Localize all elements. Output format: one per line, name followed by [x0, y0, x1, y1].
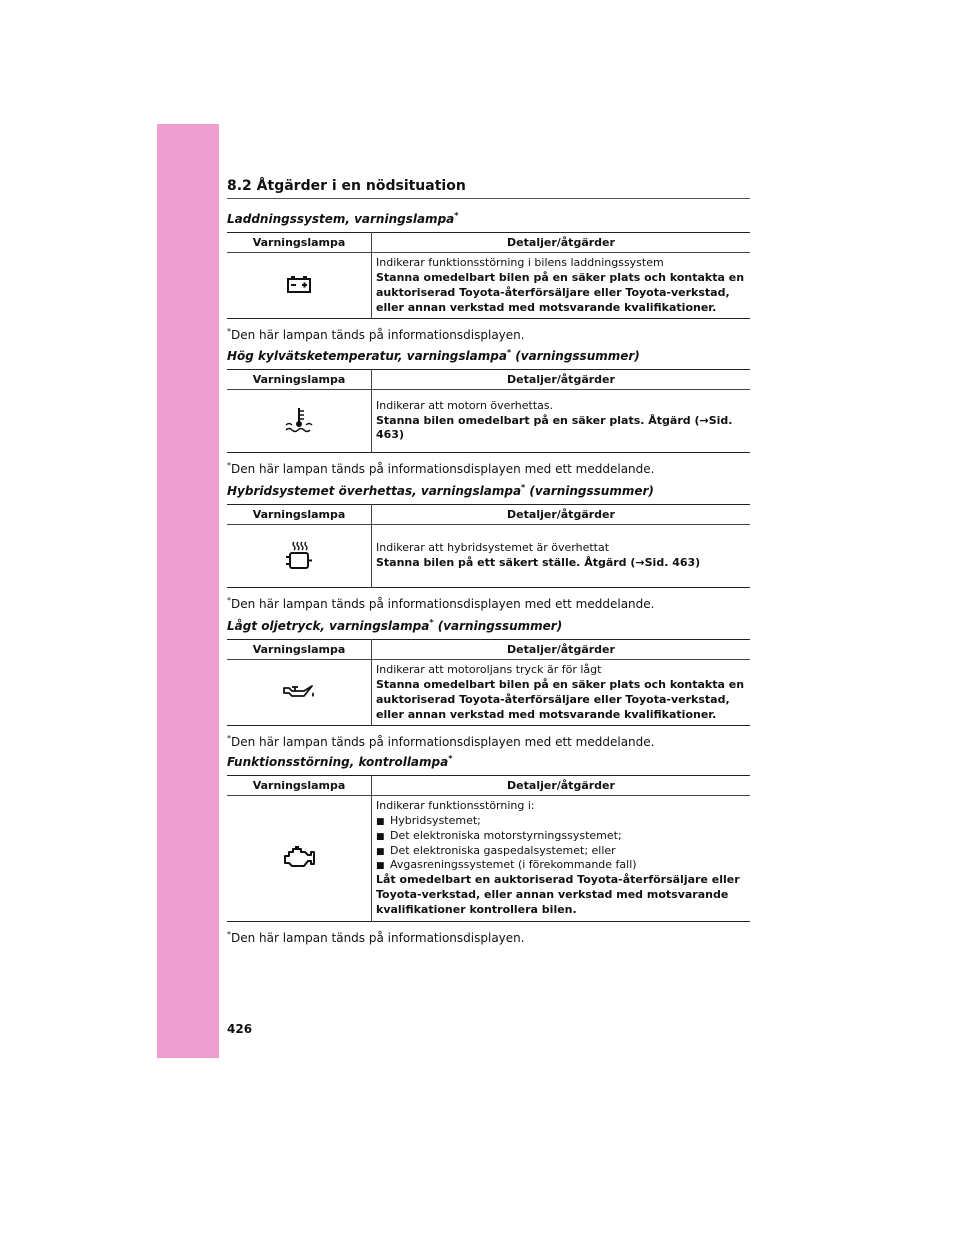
header-warning-lamp: Varningslampa — [227, 370, 372, 390]
warning-table — [227, 639, 750, 726]
header-warning-lamp: Varningslampa — [227, 640, 372, 660]
details-cell — [372, 796, 751, 922]
oil-pressure-icon — [282, 682, 316, 700]
icon-cell — [227, 796, 372, 922]
details-cell — [372, 253, 751, 319]
header-details: Detaljer/åtgärder — [372, 233, 751, 253]
footnote: *Den här lampan tänds på informationsdisplayen med ett meddelande. — [227, 596, 655, 611]
block-title: Laddningssystem, varningslampa* — [227, 211, 459, 226]
details-cell — [372, 525, 751, 588]
detail-line: Indikerar att motoroljans tryck är för lågt — [376, 663, 602, 676]
warning-table — [227, 775, 750, 922]
warning-block-oil-pressure — [227, 618, 750, 749]
bullet-item: ■ Det elektroniska gaspedalsystemet; eller — [376, 844, 746, 859]
icon-cell — [227, 390, 372, 453]
details-cell — [372, 660, 751, 726]
footnote: *Den här lampan tänds på informationsdisplayen med ett meddelande. — [227, 461, 655, 476]
detail-action: Stanna omedelbart bilen på en säker plats och kontakta en auktoriserad Toyota-återförsäljare eller Toyota-verkstad, eller annan verkstad med motsvarande kvalifikationer. — [376, 677, 745, 721]
coolant-temperature-icon — [284, 406, 314, 434]
check-engine-icon — [283, 844, 315, 870]
warning-table — [227, 232, 750, 319]
hybrid-overheat-icon — [285, 540, 313, 570]
warning-block-charging — [227, 211, 750, 342]
footnote: *Den här lampan tänds på informationsdisplayen. — [227, 327, 525, 343]
detail-line: Indikerar funktionsstörning i: — [376, 799, 535, 812]
detail-line: Indikerar att hybridsystemet är överhettat — [376, 541, 610, 555]
icon-cell — [227, 253, 372, 319]
header-warning-lamp: Varningslampa — [227, 776, 372, 796]
header-details: Detaljer/åtgärder — [372, 505, 751, 525]
detail-line: Indikerar att motorn överhettas. — [376, 398, 554, 412]
section-title: 8.2 Åtgärder i en nödsituation — [227, 178, 750, 199]
block-title: Funktionsstörning, kontrollampa* — [227, 754, 453, 769]
block-title: Hybridsystemet överhettas, varningslampa* (varningssummer) — [227, 483, 654, 498]
icon-cell — [227, 525, 372, 588]
warning-block-hybrid-overheat — [227, 483, 750, 611]
block-title: Lågt oljetryck, varningslampa* (varningssummer) — [227, 618, 563, 633]
details-cell — [372, 390, 751, 453]
block-title: Hög kylvätsketemperatur, varningslampa* (varningssummer) — [227, 348, 640, 363]
detail-action: Stanna bilen omedelbart på en säker plats. Åtgärd (→Sid. 463) — [376, 413, 733, 442]
header-warning-lamp: Varningslampa — [227, 505, 372, 525]
warning-block-check-engine — [227, 754, 750, 945]
warning-block-coolant — [227, 348, 750, 476]
detail-action: Låt omedelbart en auktoriserad Toyota-återförsäljare eller Toyota-verkstad, eller annan verkstad med motsvarande kvalifikationer kontrollera bilen. — [376, 873, 740, 916]
bullet-item: ■ Hybridsystemet; — [376, 814, 746, 829]
warning-table — [227, 504, 750, 588]
bullet-item: ■ Det elektroniska motorstyrningssystemet; — [376, 829, 746, 844]
chapter-side-tab — [157, 124, 219, 1058]
footnote: *Den här lampan tänds på informationsdisplayen med ett meddelande. — [227, 734, 655, 750]
warning-table — [227, 369, 750, 453]
detail-line: Indikerar funktionsstörning i bilens laddningssystem — [376, 256, 664, 269]
icon-cell — [227, 660, 372, 726]
detail-action: Stanna omedelbart bilen på en säker plats och kontakta en auktoriserad Toyota-återförsäljare eller Toyota-verkstad, eller annan verkstad med motsvarande kvalifikationer. — [376, 270, 745, 314]
footnote: *Den här lampan tänds på informationsdisplayen. — [227, 929, 525, 945]
page-number: 426 — [227, 1022, 253, 1036]
battery-icon — [287, 275, 311, 293]
detail-action: Stanna bilen på ett säkert ställe. Åtgärd (→Sid. 463) — [376, 556, 701, 569]
header-details: Detaljer/åtgärder — [372, 640, 751, 660]
header-details: Detaljer/åtgärder — [372, 370, 751, 390]
bullet-item: ■ Avgasreningssystemet (i förekommande fall) — [376, 858, 746, 873]
header-warning-lamp: Varningslampa — [227, 233, 372, 253]
header-details: Detaljer/åtgärder — [372, 776, 751, 796]
